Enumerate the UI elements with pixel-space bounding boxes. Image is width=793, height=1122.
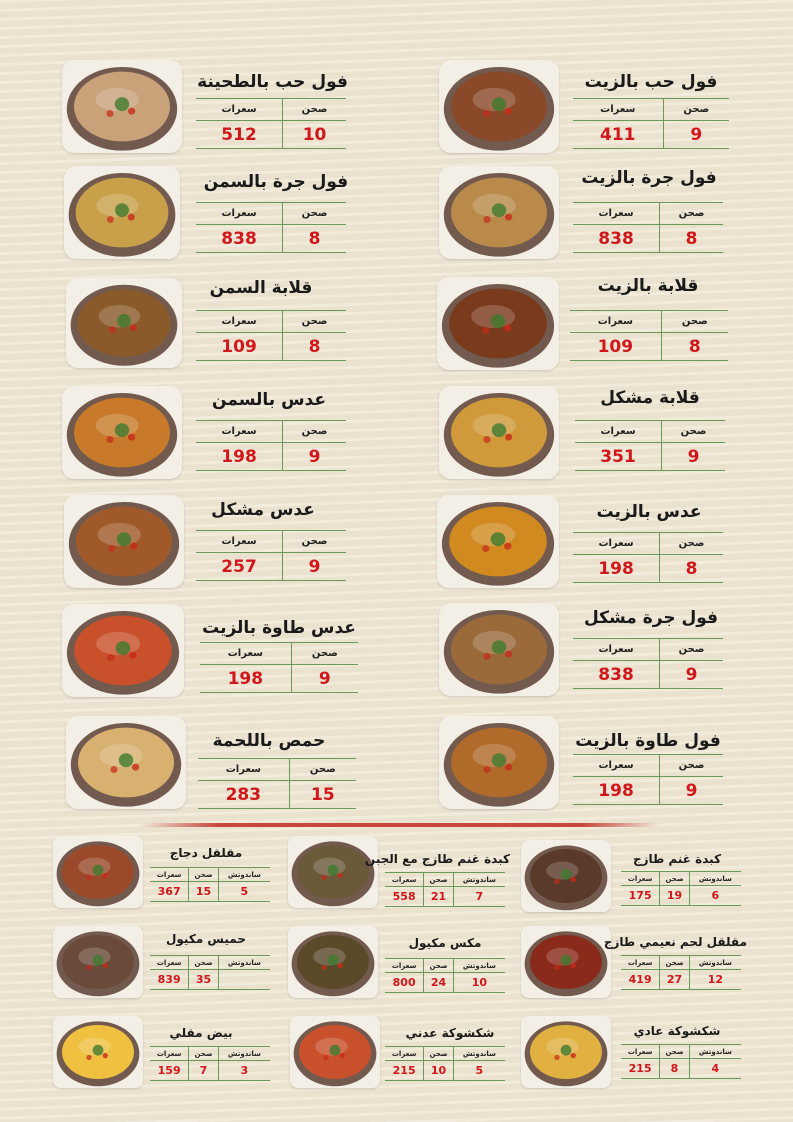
price-table [385,872,505,907]
plate-header: صحن [660,956,689,970]
item-name: شكشوكة عادي [633,1024,721,1038]
plate-header: صحن [424,873,453,887]
item-name: حمص باللحمة [212,731,326,751]
plate-price: 9 [283,553,346,581]
plate-price: 9 [291,665,358,693]
calories-header: سعرات [200,643,291,665]
plate-price: 8 [661,333,728,361]
photo-shakshuka-adeni [290,1016,380,1088]
sandwich-price: 7 [453,887,505,907]
calories-header: سعرات [385,959,424,973]
plate-price: 15 [289,781,356,809]
price-table [385,958,505,993]
price-table [621,1044,741,1079]
calories-value: 283 [198,781,289,809]
calories-header: سعرات [196,99,283,121]
price-table [150,955,270,990]
item-name: فول حب بالطحينة [197,72,348,92]
plate-price: 8 [660,225,723,253]
sandwich-price: 12 [689,970,741,990]
photo-hummus-meat [66,716,186,809]
plate-price: 8 [283,225,346,253]
price-table [573,754,723,805]
plate-header: صحن [424,1047,453,1061]
sandwich-header: ساندوتش [689,1045,741,1059]
photo-lentil-ghee [62,386,182,479]
plate-header: صحن [660,203,723,225]
sandwich-price: 3 [218,1061,270,1081]
item-name: فول جرة بالزيت [581,168,717,188]
photo-lentil-oil [437,495,559,588]
item-name: قلابة مشكل [600,388,700,408]
plate-price: 8 [660,555,723,583]
sandwich-price: 5 [218,882,270,902]
plate-price: 35 [189,970,218,990]
photo-qallaba-mix [439,386,559,479]
price-table [621,955,741,990]
calories-header: سعرات [621,1045,660,1059]
calories-value: 109 [570,333,661,361]
plate-header: صحن [661,311,728,333]
calories-header: سعرات [573,533,660,555]
price-table [570,310,728,361]
item-name: عدس بالزيت [596,502,702,522]
photo-shakshuka [521,1016,611,1088]
item-name: حميس مكيول [166,932,246,946]
calories-value: 411 [573,121,663,149]
calories-header: سعرات [196,531,283,553]
sandwich-header: ساندوتش [689,956,741,970]
calories-value: 215 [621,1059,660,1079]
calories-value: 367 [150,882,189,902]
plate-price: 9 [660,777,723,805]
photo-chicken-muqalqal [53,836,143,908]
plate-header: صحن [660,1045,689,1059]
plate-header: صحن [283,421,346,443]
price-table [573,202,723,253]
calories-value: 558 [385,887,424,907]
plate-price: 24 [424,973,453,993]
price-table [573,638,723,689]
photo-liver-cheese [288,836,378,908]
plate-header: صحن [283,99,346,121]
photo-ful-pan [439,716,559,809]
calories-header: سعرات [196,203,283,225]
plate-price: 8 [283,333,346,361]
calories-value: 159 [150,1061,189,1081]
calories-value: 215 [385,1061,424,1081]
plate-price: 8 [660,1059,689,1079]
sandwich-price: 6 [689,886,741,906]
item-name: قلابة بالزيت [597,276,699,296]
calories-value: 351 [575,443,662,471]
item-name: شكشوكة عدني [405,1026,495,1040]
plate-price: 10 [424,1061,453,1081]
photo-ful-jar-oil [439,166,559,259]
plate-price: 9 [663,121,729,149]
photo-ful-tahini [62,60,182,153]
price-table [573,98,729,149]
plate-header: صحن [660,872,689,886]
sandwich-price: 4 [689,1059,741,1079]
calories-header: سعرات [150,956,189,970]
calories-value: 109 [196,333,283,361]
calories-header: سعرات [385,1047,424,1061]
price-table [200,642,358,693]
calories-value: 419 [621,970,660,990]
plate-price: 9 [662,443,725,471]
calories-header: سعرات [621,956,660,970]
plate-header: صحن [189,1047,218,1061]
sandwich-header: ساندوتش [218,868,270,882]
plate-header: صحن [660,639,723,661]
item-name: عدس مشكل [211,500,315,520]
price-table [196,420,346,471]
plate-header: صحن [283,531,346,553]
item-name: قلابة السمن [209,278,313,298]
plate-header: صحن [283,203,346,225]
photo-hamees [53,926,143,998]
item-name: فول جرة بالسمن [203,172,349,192]
calories-header: سعرات [575,421,662,443]
plate-header: صحن [283,311,346,333]
sandwich-header: ساندوتش [689,872,741,886]
photo-ful-oil [439,60,559,153]
plate-price: 21 [424,887,453,907]
price-table [573,532,723,583]
calories-header: سعرات [573,203,660,225]
plate-price: 27 [660,970,689,990]
plate-header: صحن [660,533,723,555]
calories-header: سعرات [196,311,283,333]
plate-header: صحن [662,421,725,443]
item-name: كبدة غنم طازج [632,852,722,866]
sandwich-header: ساندوتش [453,873,505,887]
photo-lamb-liver [521,840,611,912]
calories-value: 257 [196,553,283,581]
price-table [621,871,741,906]
plate-price: 9 [283,443,346,471]
plate-price: 7 [189,1061,218,1081]
price-table [150,1046,270,1081]
plate-price: 19 [660,886,689,906]
price-table [196,98,346,149]
calories-value: 838 [573,661,660,689]
calories-value: 198 [573,555,660,583]
plate-price: 15 [189,882,218,902]
calories-header: سعرات [196,421,283,443]
photo-lentil-pan [62,604,184,697]
plate-header: صحن [660,755,723,777]
price-table [385,1046,505,1081]
calories-header: سعرات [573,639,660,661]
price-table [575,420,725,471]
price-table [196,202,346,253]
calories-value: 198 [196,443,283,471]
item-name: بيض مقلي [169,1026,233,1040]
sandwich-header: ساندوتش [218,956,270,970]
calories-header: سعرات [150,1047,189,1061]
sandwich-price: 10 [453,973,505,993]
photo-qallaba-ghee [66,278,182,368]
photo-ful-jar-mix [439,603,559,696]
calories-header: سعرات [573,755,660,777]
photo-mix-makyoul [288,926,378,998]
calories-value: 838 [196,225,283,253]
price-table [196,530,346,581]
photo-lamb-muqalqal [521,926,611,998]
photo-qallaba-oil [437,277,559,370]
item-name: عدس طاوة بالزيت [202,618,356,638]
sandwich-header: ساندوتش [218,1047,270,1061]
item-name: عدس بالسمن [212,390,326,410]
photo-fried-egg [53,1016,143,1088]
calories-header: سعرات [198,759,289,781]
plate-header: صحن [289,759,356,781]
plate-header: صحن [189,956,218,970]
plate-price: 9 [660,661,723,689]
item-name: مكس مكيول [408,936,482,950]
plate-price: 10 [283,121,346,149]
calories-header: سعرات [573,99,663,121]
calories-header: سعرات [570,311,661,333]
item-name: فول جرة مشكل [583,608,719,628]
calories-header: سعرات [150,868,189,882]
calories-value: 839 [150,970,189,990]
calories-value: 512 [196,121,283,149]
sandwich-price: 5 [453,1061,505,1081]
price-table [198,758,356,809]
section-divider [140,823,660,827]
plate-header: صحن [291,643,358,665]
calories-value: 198 [200,665,291,693]
price-table [150,867,270,902]
calories-header: سعرات [621,872,660,886]
calories-header: سعرات [385,873,424,887]
calories-value: 175 [621,886,660,906]
item-name: كبدة غنم طازج مع الجبن [364,852,510,866]
sandwich-header: ساندوتش [453,959,505,973]
item-name: مقلقل دجاج [169,846,243,860]
sandwich-price [218,970,270,990]
plate-header: صحن [424,959,453,973]
calories-value: 800 [385,973,424,993]
sandwich-header: ساندوتش [453,1047,505,1061]
plate-header: صحن [189,868,218,882]
calories-value: 838 [573,225,660,253]
plate-header: صحن [663,99,729,121]
photo-lentil-mix [64,495,184,588]
item-name: فول طاوة بالزيت [575,731,721,751]
photo-ful-jar-ghee [64,166,180,259]
price-table [196,310,346,361]
item-name: فول حب بالزيت [584,72,718,92]
calories-value: 198 [573,777,660,805]
item-name: مقلقل لحم نعيمي طازج [603,935,747,949]
